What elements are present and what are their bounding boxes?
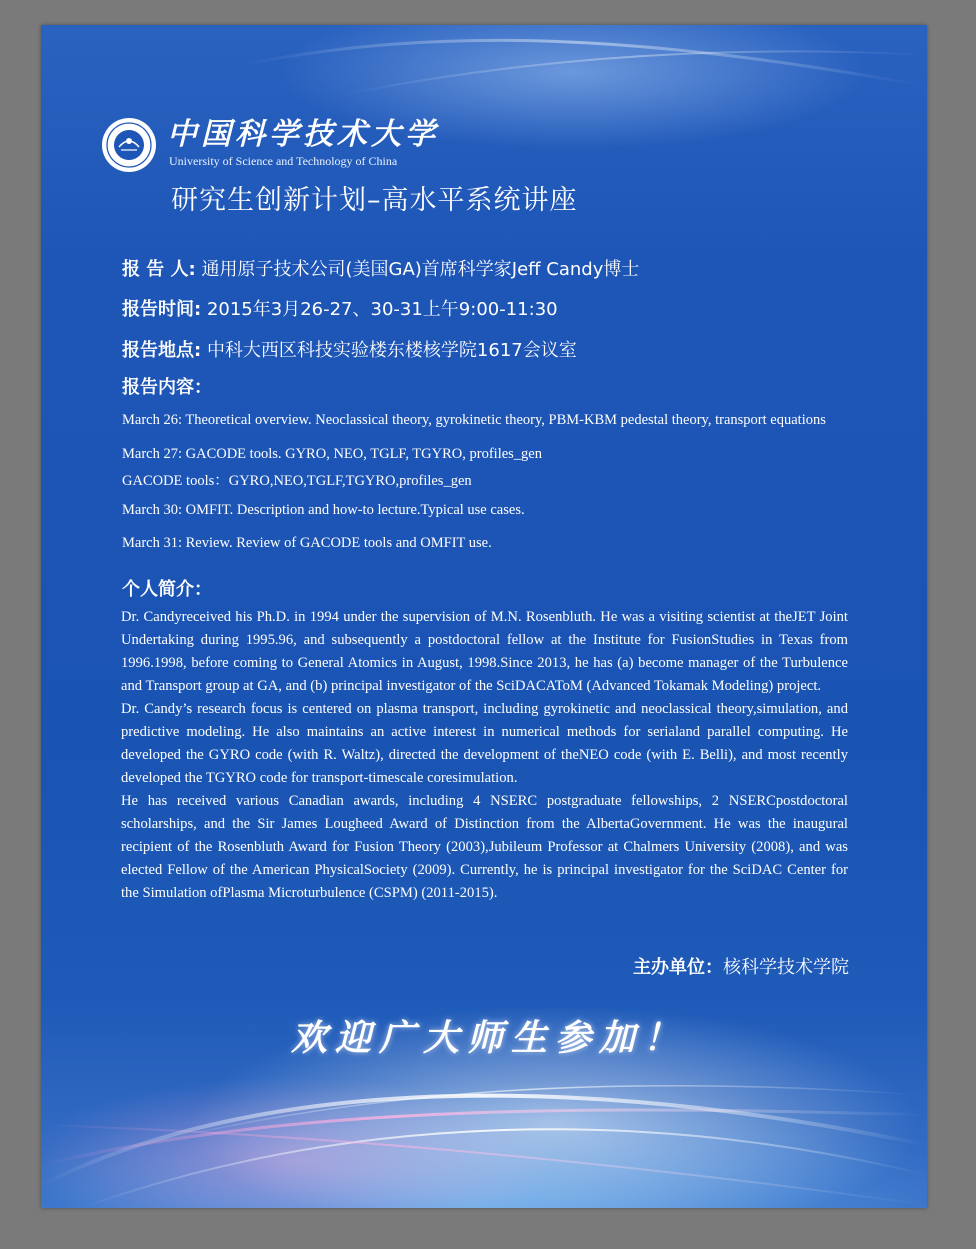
content-heading: 报告内容：	[122, 377, 212, 398]
university-name-en: University of Science and Technology of China	[169, 154, 398, 168]
speaker-label: 报 告 人:	[122, 259, 196, 280]
place-label: 报告地点:	[122, 340, 202, 361]
schedule-item: March 26: Theoretical overview. Neoclassical theory, gyrokinetic theory, PBM-KBM pedestal theory, transport equations	[122, 412, 826, 428]
bio-paragraph: He has received various Canadian awards, including 4 NSERC postgraduate fellowships, 2 NSERCpostdoctoral scholarships, and the Sir James Lougheed Award of Distinction from the AlbertaGovernment. He was the inaugural recipient of the Rosenbluth Award for Fusion Theory (2003),Jubileum Professor at Chalmers University (2008), and was elected Fellow of the American PhysicalSociety (2009). Currently, he is principal investigator for the SciDAC Center for the Simulation ofPlasma Microturbulence (CSPM) (2011-2015).	[121, 793, 848, 901]
university-seal-logo	[101, 117, 157, 173]
speaker-line	[122, 255, 639, 281]
poster	[41, 25, 927, 1208]
bio-paragraph: Dr. Candy’s research focus is centered on plasma transport, including gyrokinetic and neoclassical theory,simulation, and predictive modeling. He also maintains an active interest in numerical methods for serialand parallel computing. He developed the GYRO code (with R. Waltz), directed the development of theNEO code (with E. Belli), and most recently developed the TGYRO code for transport-timescale coresimulation.	[121, 701, 848, 786]
schedule-item: GACODE tools：GYRO,NEO,TGLF,TGYRO,profiles_gen	[122, 473, 472, 489]
organizer-label: 主办单位：	[633, 957, 723, 978]
time-value: 2015年3月26-27、30-31上午9:00-11:30	[206, 299, 558, 320]
place-line	[122, 336, 577, 362]
time-line	[122, 295, 558, 321]
time-label: 报告时间:	[122, 299, 202, 320]
schedule-item: March 27: GACODE tools. GYRO, NEO, TGLF, TGYRO, profiles_gen	[122, 446, 542, 462]
university-name-cn: 中国科学技术大学	[167, 117, 439, 152]
bio-text	[121, 606, 848, 905]
schedule-item: March 30: OMFIT. Description and how-to lecture.Typical use cases.	[122, 502, 525, 518]
bio-paragraph: Dr. Candyreceived his Ph.D. in 1994 under the supervision of M.N. Rosenbluth. He was a visiting scientist at theJET Joint Undertaking during 1995.96, and subsequently a postdoctoral fellow at the Institute for FusionStudies in Texas from 1996.1998, before coming to General Atomics in August, 1998.Since 2013, he has (a) become manager of the Turbulence and Transport group at GA, and (b) principal investigator of the SciDACAToM (Advanced Tokamak Modeling) project.	[121, 609, 848, 694]
organizer-line	[633, 953, 849, 979]
welcome-slogan: 欢迎广大师生参加！	[291, 1017, 688, 1059]
place-value: 中科大西区科技实验楼东楼核学院1617会议室	[206, 340, 577, 361]
lecture-series-title: 研究生创新计划–高水平系统讲座	[171, 185, 578, 216]
schedule-item: March 31: Review. Review of GACODE tools and OMFIT use.	[122, 535, 492, 551]
bio-heading: 个人简介：	[122, 579, 212, 600]
speaker-value: 通用原子技术公司(美国GA)首席科学家Jeff Candy博士	[201, 259, 640, 280]
organizer-value: 核科学技术学院	[723, 957, 849, 978]
